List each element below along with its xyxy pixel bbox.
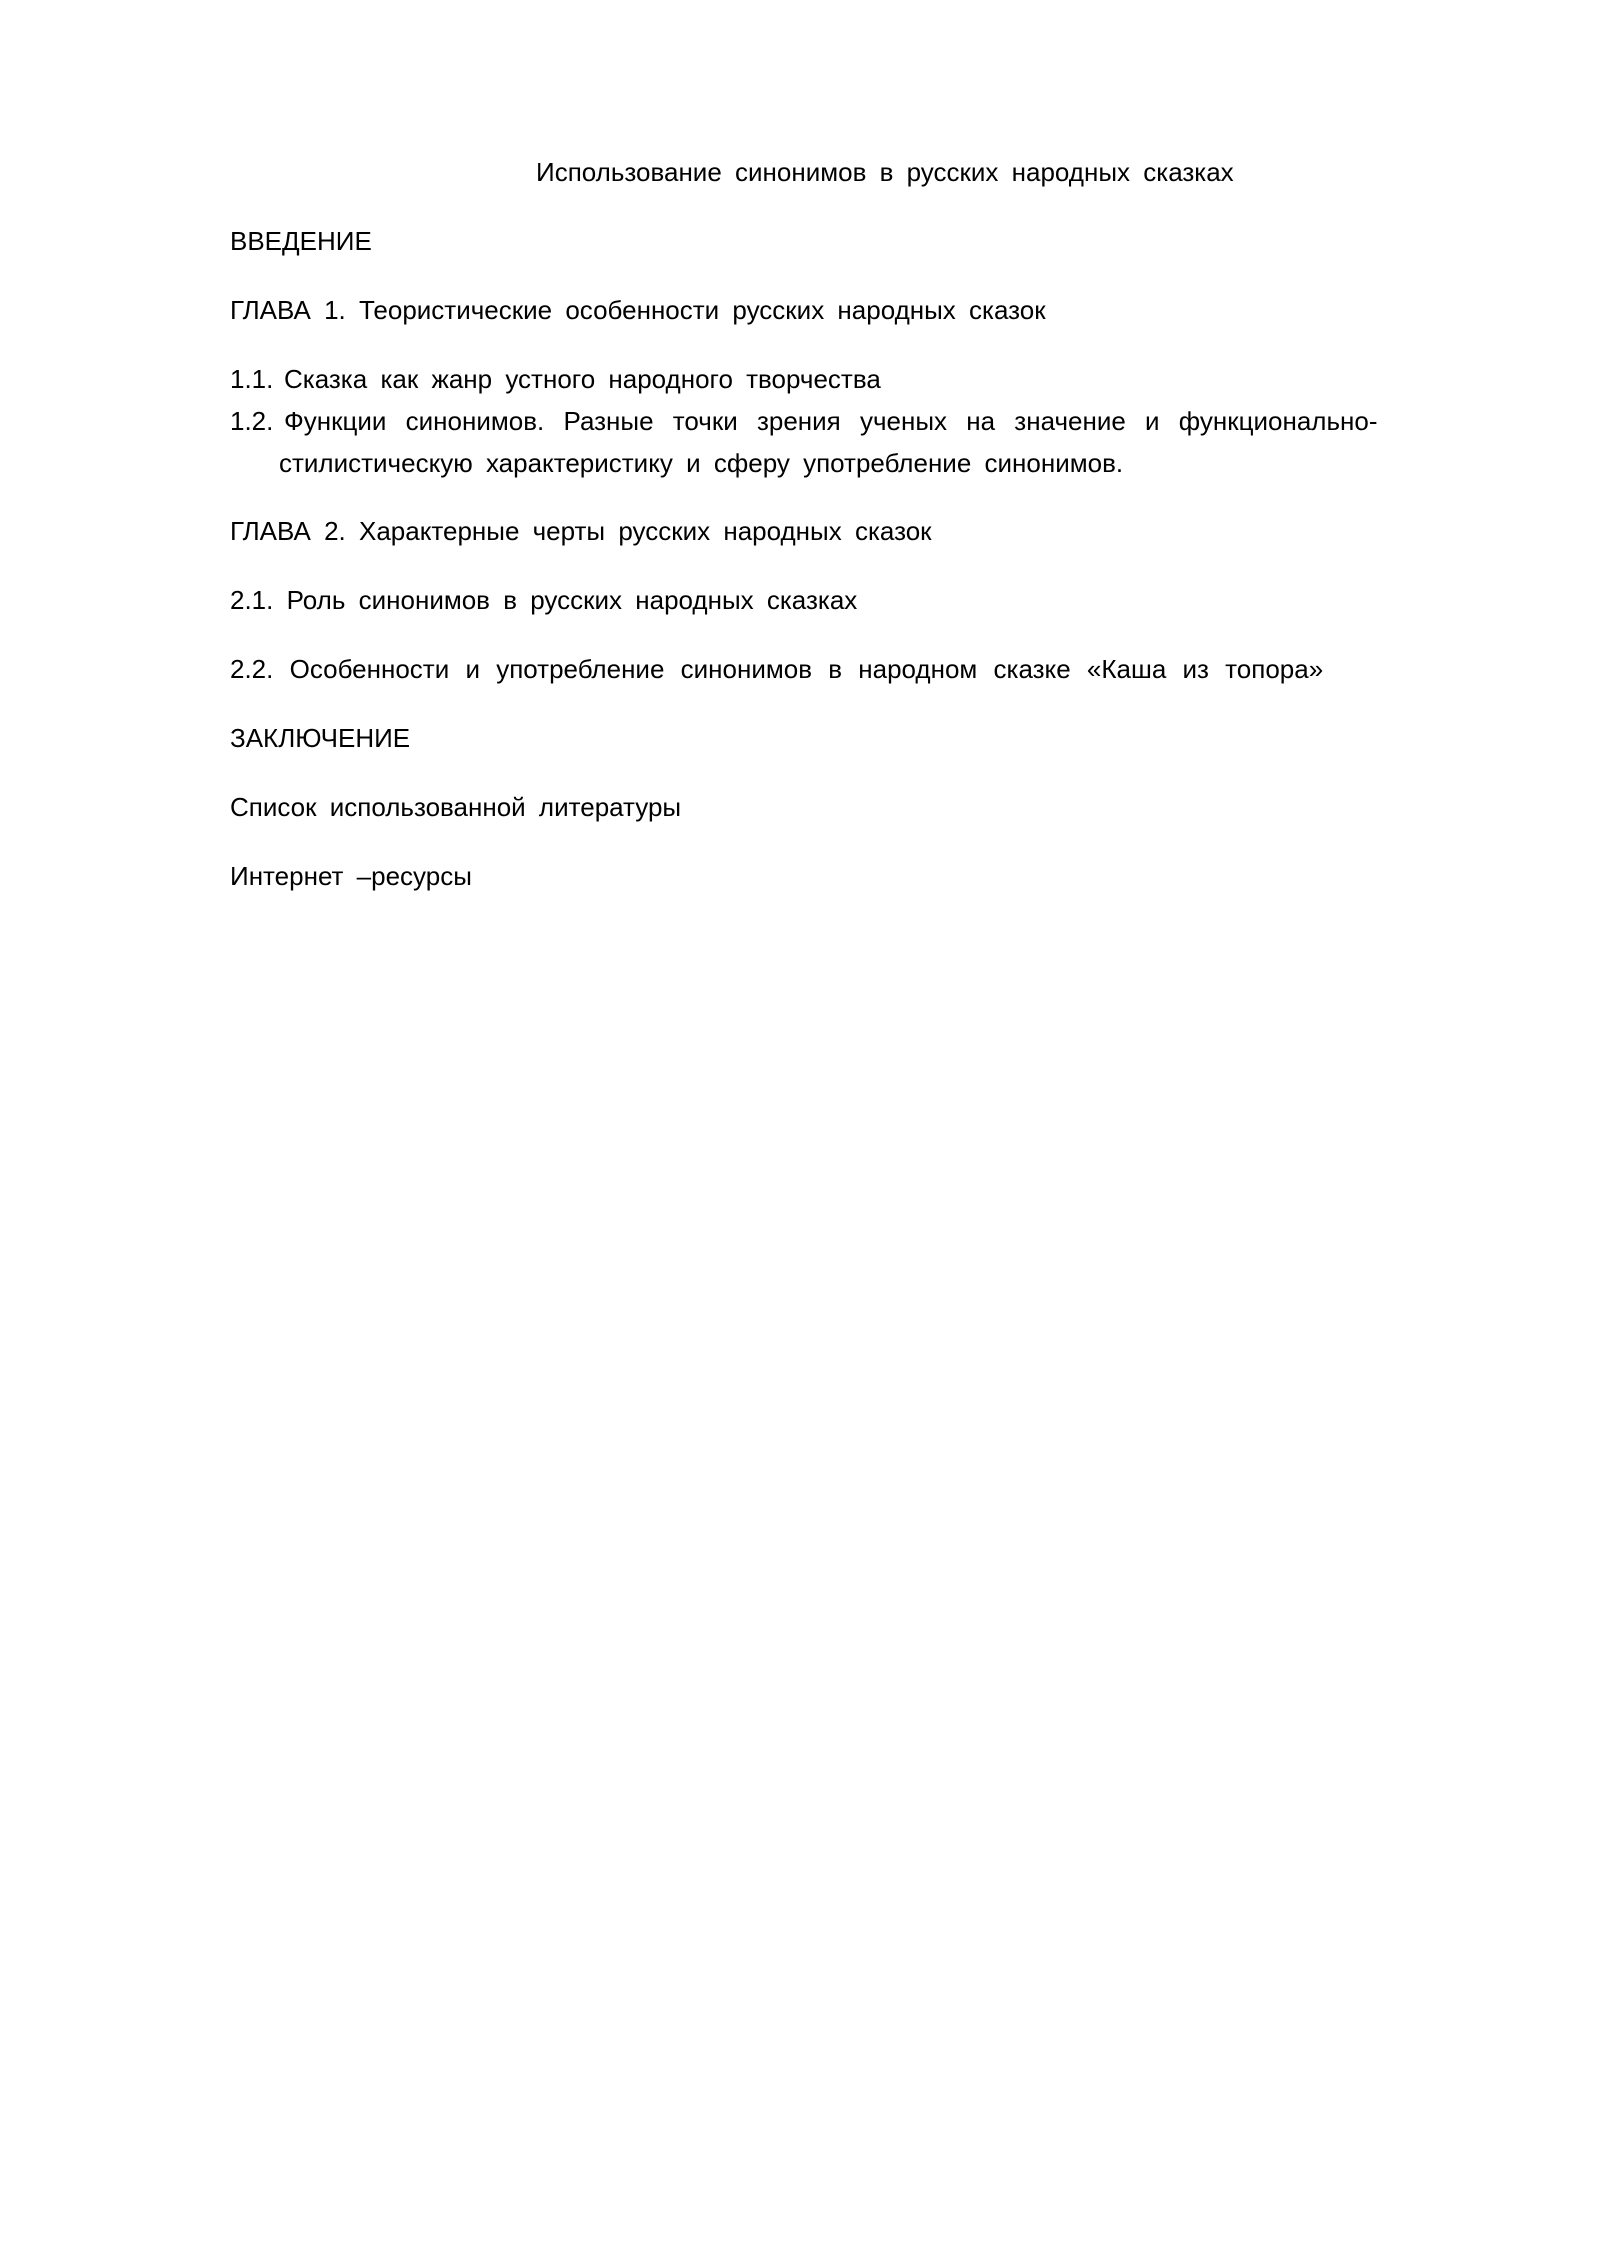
toc-item-number: 1.2. [230,406,274,436]
toc-item-2-2: 2.2. Особенности и употребление синонимов в народном сказке «Каша из топора» [230,654,1324,684]
toc-references: Список использованной литературы [230,792,682,822]
toc-item-number: 1.1. [230,364,274,394]
toc-item-2-1: 2.1. Роль синонимов в русских народных сказках [230,585,858,615]
toc-conclusion: ЗАКЛЮЧЕНИЕ [230,723,411,753]
toc-item-1-2 [230,400,1390,484]
toc-introduction: ВВЕДЕНИЕ [230,226,372,256]
toc-chapter-2: ГЛАВА 2. Характерные черты русских народных сказок [230,516,932,546]
toc-item-text: Сказка как жанр устного народного творчества [284,364,881,394]
toc-item-text-line-1: Функции синонимов. Разные точки зрения ученых на значение и функционально- [284,406,1378,436]
toc-chapter-1: ГЛАВА 1. Теористические особенности русских народных сказок [230,295,1046,325]
document-title: Использование синонимов в русских народных сказках [536,157,1234,187]
toc-internet-resources: Интернет –ресурсы [230,861,472,891]
toc-item-text-line-2: стилистическую характеристику и сферу употребление синонимов. [279,448,1124,478]
